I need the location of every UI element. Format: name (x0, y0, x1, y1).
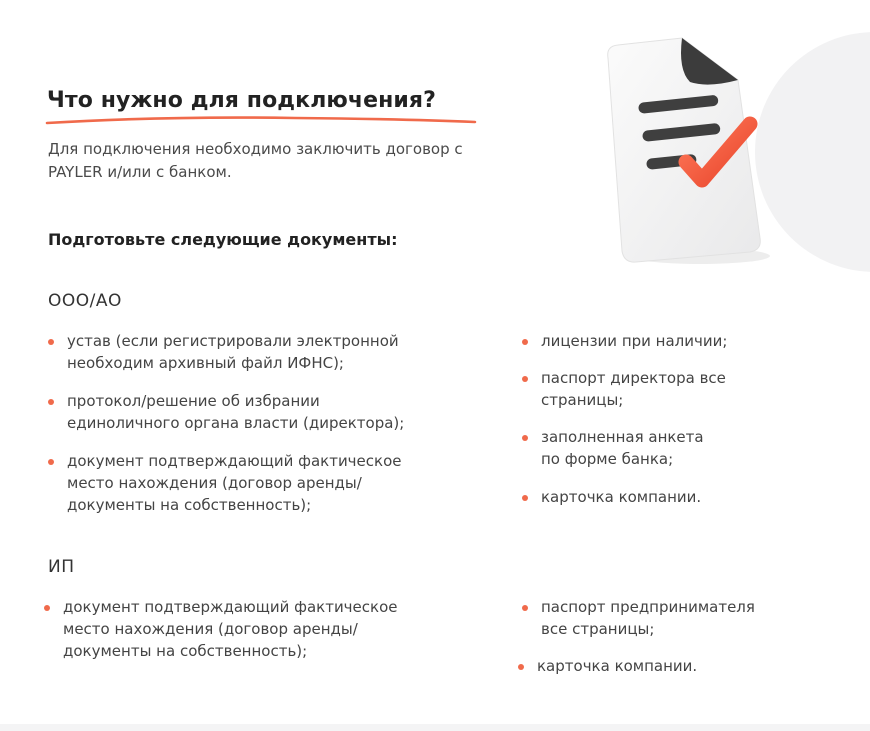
list-item-line: страницы; (541, 391, 624, 409)
bullet-icon (518, 664, 524, 670)
list-item-line: все страницы; (541, 620, 655, 638)
bullet-icon (522, 339, 528, 345)
bullet-icon (44, 605, 50, 611)
list-item (48, 330, 488, 374)
list-item-line: документы на собственность); (63, 642, 308, 660)
list-item-line: лицензии при наличии; (541, 332, 728, 350)
section-title-ooo: ООО/АО (48, 291, 122, 311)
list-item (48, 390, 488, 434)
page-title: Что нужно для подключения? (47, 88, 437, 113)
list-item-line: устав (если регистрировали электронной (67, 332, 399, 350)
list-item-line: по форме банка; (541, 450, 674, 468)
bullet-icon (522, 435, 528, 441)
bullet-icon (48, 459, 54, 465)
list-item-line: документы на собственность); (67, 496, 312, 514)
ip-right-list (522, 596, 822, 686)
list-item-line: протокол/решение об избрании (67, 392, 320, 410)
list-item (522, 426, 822, 470)
list-item-line: карточка компании. (537, 657, 698, 675)
list-item-line: место нахождения (договор аренды/ (63, 620, 358, 638)
list-item (522, 330, 822, 352)
bullet-icon (522, 495, 528, 501)
list-item-line: необходим архивный файл ИФНС); (67, 354, 344, 372)
list-item-line: паспорт директора все (541, 369, 726, 387)
bullet-icon (48, 399, 54, 405)
list-item (44, 596, 484, 662)
ooo-right-list (522, 330, 822, 520)
list-item-line: паспорт предпринимателя (541, 598, 755, 616)
ip-left-list (44, 596, 484, 676)
bullet-icon (522, 376, 528, 382)
list-item-line: документ подтверждающий фактическое (63, 598, 398, 616)
list-item (48, 450, 488, 516)
list-item (522, 596, 822, 640)
bullet-icon (522, 605, 528, 611)
bullet-icon (48, 339, 54, 345)
list-item-line: документ подтверждающий фактическое (67, 452, 402, 470)
footer-divider (0, 724, 870, 731)
list-item-line: единоличного органа власти (директора); (67, 414, 405, 432)
list-item (522, 486, 822, 508)
ooo-left-list (48, 330, 488, 530)
title-underline (45, 114, 477, 128)
list-item (518, 655, 818, 677)
list-item-line: место нахождения (договор аренды/ (67, 474, 362, 492)
documents-heading: Подготовьте следующие документы: (48, 230, 398, 249)
list-item-line: заполненная анкета (541, 428, 704, 446)
list-item-line: карточка компании. (541, 488, 702, 506)
list-item (522, 367, 822, 411)
intro-text: Для подключения необходимо заключить договор с PAYLER и/или с банком. (48, 140, 463, 181)
document-checkmark-icon (590, 30, 790, 270)
section-title-ip: ИП (48, 557, 75, 577)
